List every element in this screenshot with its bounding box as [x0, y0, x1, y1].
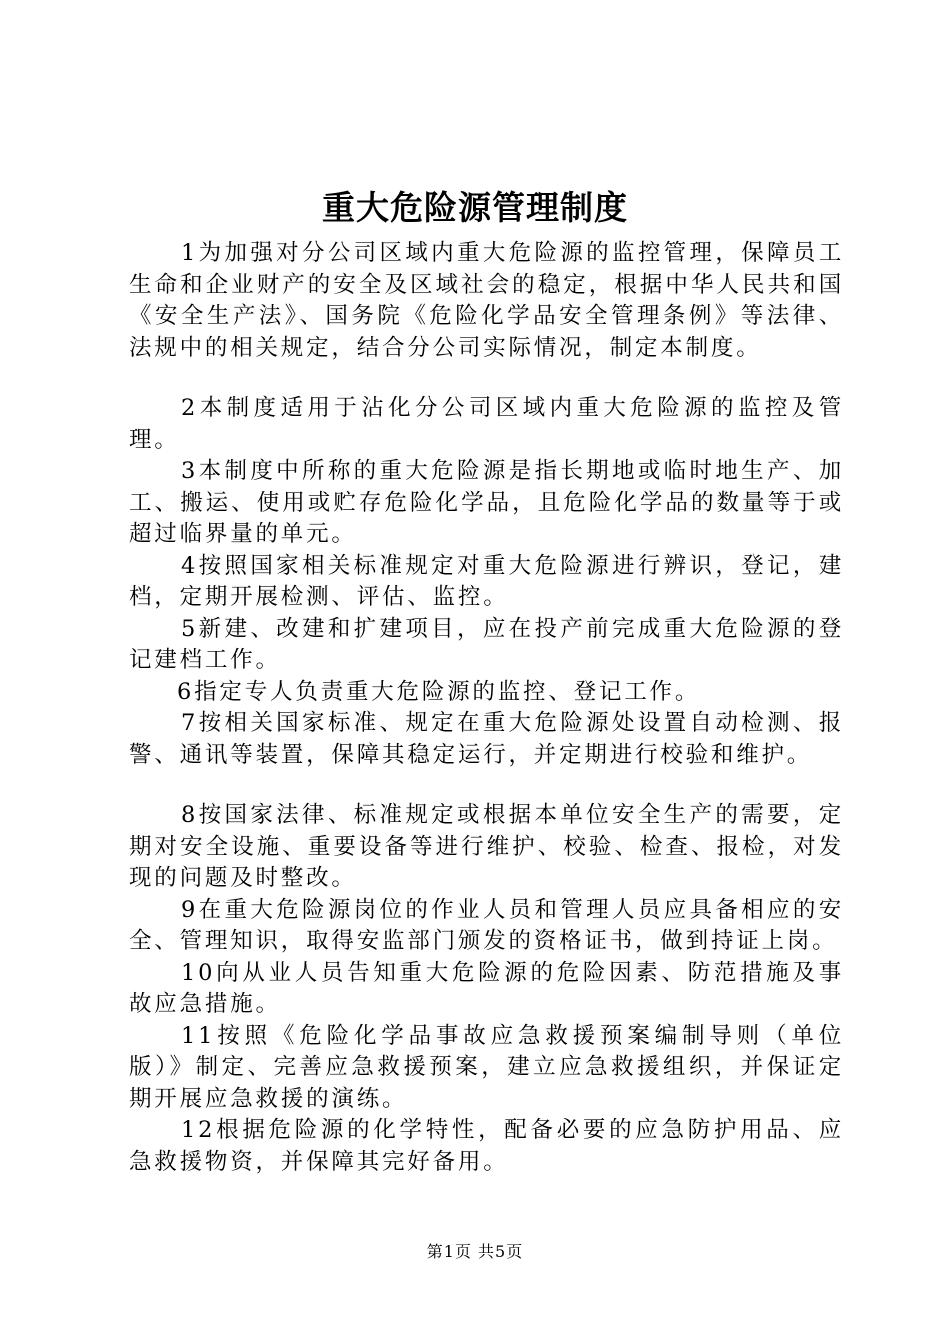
paragraph-10: 10向从业人员告知重大危险源的危险因素、防范措施及事故应急措施。	[129, 959, 844, 1017]
paragraph-4: 4按照国家相关标准规定对重大危险源进行辨识，登记，建档，定期开展检测、评估、监控。	[129, 552, 844, 610]
document-body	[129, 238, 844, 1178]
paragraph-6: 6指定专人负责重大危险源的监控、登记工作。	[177, 678, 701, 705]
paragraph-3: 3本制度中所称的重大危险源是指长期地或临时地生产、加工、搬运、使用或贮存危险化学品，且危险化学品的数量等于或超过临界量的单元。	[129, 458, 844, 547]
paragraph-11: 11按照《危险化学品事故应急救援预案编制导则（单位版）》制定、完善应急救援预案，建立应急救援组织，并保证定期开展应急救援的演练。	[129, 1022, 844, 1112]
document-title: 重大危险源管理制度	[322, 188, 628, 227]
paragraph-12: 12根据危险源的化学特性，配备必要的应急防护用品、应急救援物资，并保障其完好备用。	[129, 1117, 844, 1175]
paragraph-1: 1为加强对分公司区域内重大危险源的监控管理，保障员工生命和企业财产的安全及区域社会的稳定，根据中华人民共和国《安全生产法》、国务院《危险化学品安全管理条例》等法律、法规中的相关规定，结合分公司实际情况，制定本制度。	[129, 240, 844, 361]
paragraph-9: 9在重大危险源岗位的作业人员和管理人员应具备相应的安全、管理知识，取得安监部门颁发的资格证书，做到持证上岗。	[129, 896, 844, 954]
paragraph-5: 5新建、改建和扩建项目，应在投产前完成重大危险源的登记建档工作。	[129, 615, 844, 673]
paragraph-8: 8按国家法律、标准规定或根据本单位安全生产的需要，定期对安全设施、重要设备等进行维护、校验、检查、报检，对发现的问题及时整改。	[129, 802, 844, 891]
paragraph-2: 2本制度适用于沾化分公司区域内重大危险源的监控及管理。	[129, 395, 844, 453]
paragraph-7: 7按相关国家标准、规定在重大危险源处设置自动检测、报警、通讯等装置，保障其稳定运行，并定期进行校验和维护。	[129, 710, 844, 768]
page-footer: 第1页 共5页	[426, 1242, 524, 1261]
